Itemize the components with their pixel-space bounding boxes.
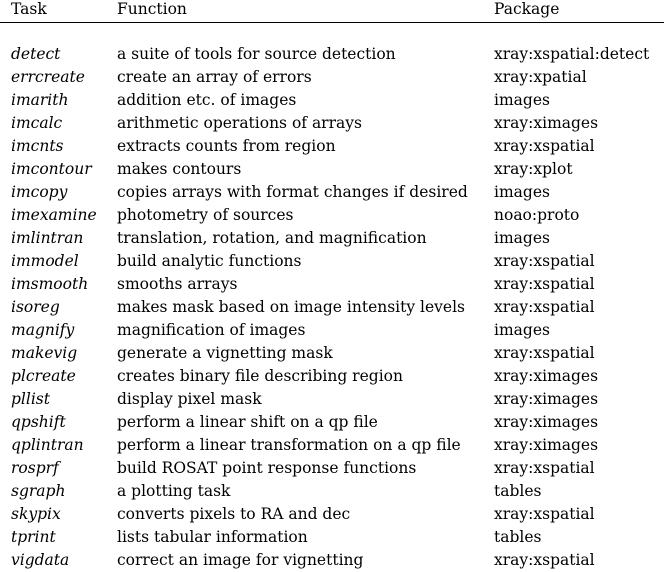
function-cell: translation, rotation, and magnification [117,229,427,247]
package-cell: xray:xspatial [494,505,595,523]
task-cell: imlintran [11,229,84,247]
task-cell: pllist [11,390,50,408]
function-cell: converts pixels to RA and dec [117,505,351,523]
task-cell: imcontour [11,160,92,178]
function-cell: photometry of sources [117,206,294,224]
function-cell: makes mask based on image intensity levels [117,298,466,316]
table-row [0,526,664,549]
table-row [0,411,664,434]
function-cell: smooths arrays [117,275,238,293]
table-row [0,388,664,411]
function-cell: copies arrays with format changes if desired [117,183,468,201]
function-cell: a plotting task [117,482,231,500]
table-row [0,457,664,480]
task-cell: tprint [11,528,56,546]
table-body [0,23,664,572]
function-cell: build ROSAT point response functions [117,459,417,477]
task-cell: rosprf [11,459,59,477]
package-cell: xray:xplot [494,160,573,178]
header-task: Task [0,0,117,23]
task-cell: plcreate [11,367,76,385]
function-cell: creates binary file describing region [117,367,403,385]
function-cell: a suite of tools for source detection [117,45,396,63]
table-row [0,181,664,204]
package-cell: noao:proto [494,206,580,224]
table-row [0,296,664,319]
task-cell: isoreg [11,298,60,316]
function-cell: perform a linear transformation on a qp file [117,436,461,454]
task-cell: detect [11,45,61,63]
task-cell: imarith [11,91,69,109]
table-row [0,549,664,572]
package-cell: xray:xspatial [494,551,595,569]
table-row [0,158,664,181]
package-cell: images [494,91,550,109]
table-row [0,342,664,365]
package-cell: xray:ximages [494,436,599,454]
header-function: Function [117,0,494,23]
table-row [0,227,664,250]
table-row [0,365,664,388]
table-row [0,480,664,503]
task-cell: makevig [11,344,78,362]
package-cell: xray:xspatial [494,252,595,270]
table-row [0,43,664,66]
package-cell: xray:ximages [494,413,599,431]
task-cell: errcreate [11,68,85,86]
package-cell: xray:xspatial [494,459,595,477]
package-cell: xray:ximages [494,390,599,408]
function-cell: extracts counts from region [117,137,336,155]
function-cell: build analytic functions [117,252,302,270]
function-cell: magnification of images [117,321,306,339]
function-cell: addition etc. of images [117,91,297,109]
function-cell: create an array of errors [117,68,312,86]
package-cell: xray:xspatial [494,344,595,362]
task-cell: imsmooth [11,275,89,293]
table-row [0,434,664,457]
function-cell: generate a vignetting mask [117,344,333,362]
function-cell: display pixel mask [117,390,262,408]
spacer-cell [0,23,664,44]
table-row [0,89,664,112]
package-cell: tables [494,528,542,546]
function-cell: arithmetic operations of arrays [117,114,362,132]
package-cell: images [494,321,550,339]
function-cell: perform a linear shift on a qp file [117,413,378,431]
task-cell: imcalc [11,114,63,132]
package-cell: images [494,229,550,247]
table-header [0,0,664,23]
task-cell: imcopy [11,183,68,201]
header-package: Package [494,0,664,23]
function-cell: lists tabular information [117,528,308,546]
task-cell: immodel [11,252,79,270]
task-cell: magnify [11,321,75,339]
task-cell: qpshift [11,413,66,431]
header-row [0,0,664,23]
table-row [0,204,664,227]
header-spacer [0,23,664,44]
package-cell: xray:xspatial [494,298,595,316]
function-cell: correct an image for vignetting [117,551,364,569]
package-cell: xray:ximages [494,367,599,385]
task-cell: skypix [11,505,61,523]
table-row [0,503,664,526]
package-cell: xray:ximages [494,114,599,132]
package-cell: xray:xspatial:detect [494,45,650,63]
table-row [0,250,664,273]
package-cell: tables [494,482,542,500]
package-cell: xray:xspatial [494,137,595,155]
package-cell: xray:xpatial [494,68,587,86]
function-cell: makes contours [117,160,242,178]
package-cell: xray:xspatial [494,275,595,293]
table-row [0,66,664,89]
package-cell: images [494,183,550,201]
task-cell: imexamine [11,206,97,224]
task-cell: imcnts [11,137,64,155]
table-row [0,319,664,342]
table-row [0,273,664,296]
table-row [0,112,664,135]
task-cell: vigdata [11,551,70,569]
task-cell: sgraph [11,482,66,500]
table-row [0,135,664,158]
task-cell: qplintran [11,436,84,454]
